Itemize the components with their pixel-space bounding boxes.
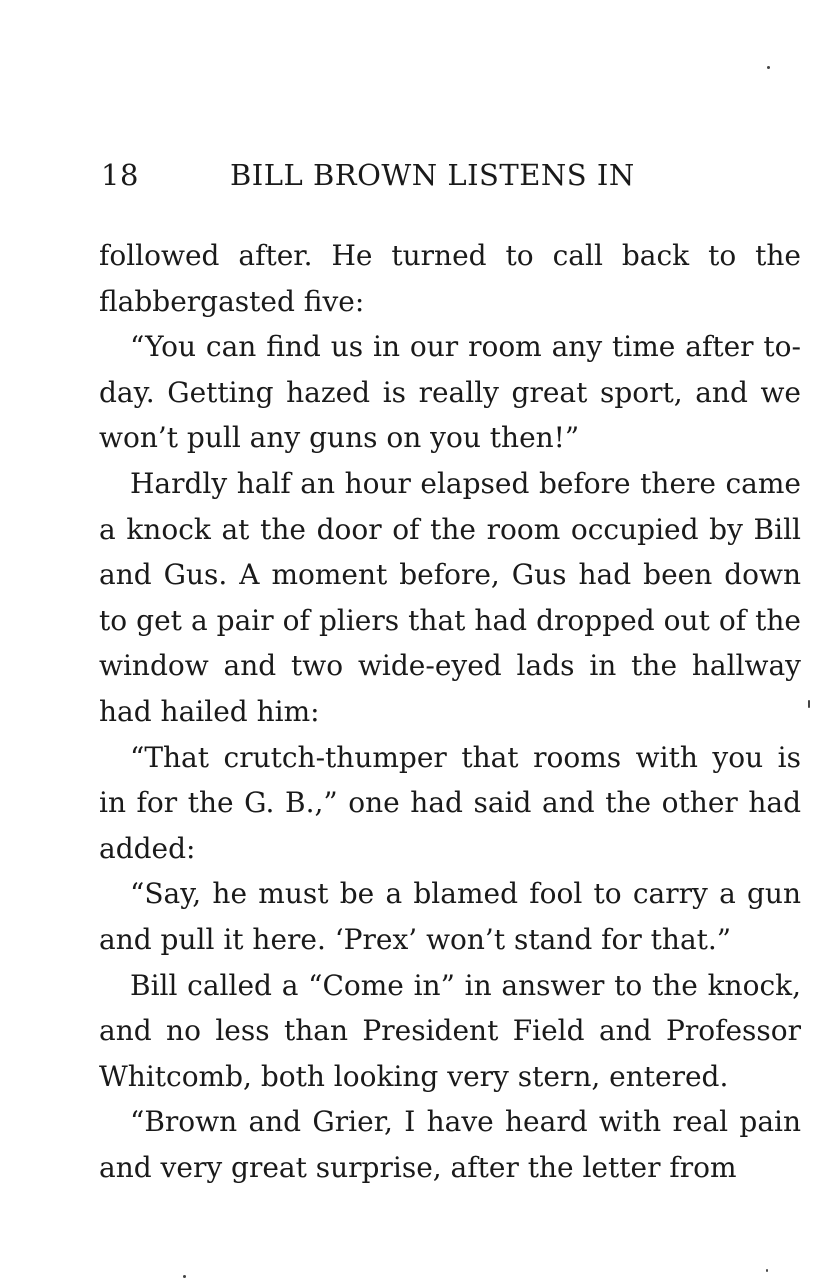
paragraph: Hardly half an hour elapsed before there came a knock at the door of the room occupied by Bill and Gus. A moment before, Gus had been down to get a pair of pliers that had dropped out of the window and two wide-eyed lads in the hallway had hailed him: [99,466,801,728]
paragraph: “Brown and Grier, I have heard with real pain and very great surprise, after the letter from [99,1105,801,1184]
body-text [99,233,801,1190]
page-header [101,158,801,202]
paragraph-continuation: followed after. He turned to call back to the flabbergasted five: [99,239,801,318]
running-head: BILL BROWN LISTENS IN [230,158,635,192]
paragraph: Bill called a “Come in” in answer to the knock, and no less than President Field and Professor Whitcomb, both looking very stern, entered. [99,968,801,1093]
scan-speck [766,1269,768,1272]
paragraph: “Say, he must be a blamed fool to carry a gun and pull it here. ‘Prex’ won’t stand for that.” [99,877,801,956]
scan-speck [183,1275,186,1278]
paragraph: “That crutch-thumper that rooms with you is in for the G. B.,” one had said and the other had added: [99,740,801,865]
scan-speck [767,66,770,69]
page-number: 18 [101,158,139,192]
paragraph: “You can find us in our room any time after to-day. Getting hazed is really great sport, and we won’t pull any guns on you then!” [99,330,801,455]
scan-speck [808,700,810,708]
